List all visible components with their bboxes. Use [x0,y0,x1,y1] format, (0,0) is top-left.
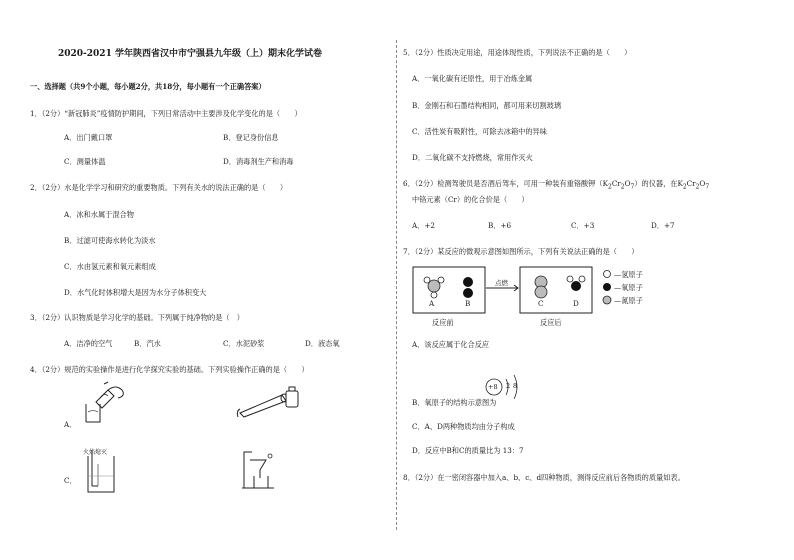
q3-option-a: A．洁净的空气 [64,339,113,348]
q3-option-c: C．水泥砂浆 [223,339,265,348]
q6-option-c: C．+3 [571,221,595,230]
q7-option-c: C．A、D两种物质均由分子构成 [412,422,515,431]
legend-markers [601,269,613,305]
q6-stem-line1: 6．（2分）检测驾驶员是否酒后驾车，可用一种装有重铬酸钾$(K_2Cr_2O_7)$的仪器，在$K_2Cr_2O_7$ [403,179,710,191]
after-label: 反应后 [540,318,562,327]
atom-shell2: 8 [513,382,518,390]
reaction-diagram [412,266,592,314]
legend-nitrogen: —氮原子 [614,296,643,305]
q7-option-d: D．反应中B和C的质量比为 13：7 [412,446,524,455]
q7-option-b: B．氧原子的结构示意图为 [412,398,497,407]
q6-option-b: B．+6 [488,221,512,230]
q5-stem: 5．（2分）性质决定用途，用途体现性质，下列说法不正确的是（ ） [403,48,632,57]
q6-stem-line2: 中铬元素（Cr）的化合价是（ ） [412,195,529,204]
molecule-d-label: D [573,299,579,308]
before-label: 反应前 [432,318,454,327]
q2-option-d: D．水气化时体积增大是因为水分子体积变大 [64,288,207,297]
q5-option-d: D．二氧化碳不支持燃烧，常用作灭火 [412,153,533,162]
molecule-a-label: A [429,299,435,308]
q6-option-a: A．+2 [412,221,435,230]
q6-option-d: D．+7 [651,221,675,230]
q7-stem: 7．（2分）某反应的微观示意图如图所示，下列有关说法正确的是（ ） [403,247,639,256]
q1-stem: 1．（2分）“新冠肺炎”疫情防护期间，下列日常活动中主要涉及化学变化的是（ ） [30,109,302,118]
q2-option-c: C．水由氢元素和氧元素组成 [64,262,156,271]
molecule-b-label: B [465,299,471,308]
reaction-condition-label: 点燃 [495,279,508,287]
q2-option-b: B．过滤可使海水转化为淡水 [64,236,156,245]
atom-nucleus-charge: +8 [488,383,498,391]
q5-option-b: B．金刚石和石墨结构相同，都可用来切割玻璃 [412,101,562,110]
q3-stem: 3．（2分）认识物质是学习化学的基础。下列属于纯净物的是（ ） [30,313,244,322]
q2-stem: 2．（2分）水是化学学习和研究的重要物质。下列有关水的说法正确的是（ ） [30,183,288,192]
q1-option-a: A．出门戴口罩 [64,133,113,142]
q5-option-a: A．一氧化碳有还原性，用于冶炼金属 [412,74,533,83]
molecule-c-label: C [538,299,544,308]
q1-option-c: C．测量体温 [64,157,106,166]
q4-option-a: A． [64,420,77,429]
q1-option-d: D．消毒剂生产和消毒 [223,157,294,166]
q4-stem: 4．（2分）规范的实验操作是进行化学探究实验的基础。下列实验操作正确的是（ ） [30,365,309,374]
legend-oxygen: —氧原子 [614,283,643,292]
q7-option-a: A．该反应属于化合反应 [412,340,490,349]
atom-shell1: 2 [506,382,511,390]
legend-hydrogen: —氢原子 [614,270,643,279]
q1-option-b: B．登记身份信息 [223,133,279,142]
q3-option-b: B．汽水 [134,339,161,348]
q5-option-c: C．活性炭有吸附性，可除去冰箱中的异味 [412,127,547,136]
q3-option-d: D．液态氧 [305,339,340,348]
column-divider [396,40,397,530]
exam-title: 2020-2021 学年陕西省汉中市宁强县九年级（上）期末化学试卷 [58,49,322,59]
q2-option-a: A．冰和水属于混合物 [64,210,134,219]
section-heading: 一、选择题（共9个小题，每小题2分，共18分，每小题有一个正确答案） [30,82,266,91]
lab-test-tube-image [236,387,306,419]
lab-filter-image [238,448,278,494]
lab-pouring-image [78,382,140,428]
q4-option-c: C． [64,476,77,485]
q8-stem: 8．（2分）在一密闭容器中加入a、b、c、d四种物质，测得反应前后各物质的质量如表。 [403,473,685,482]
flame-out-label: 火焰熄灭 [83,449,108,456]
